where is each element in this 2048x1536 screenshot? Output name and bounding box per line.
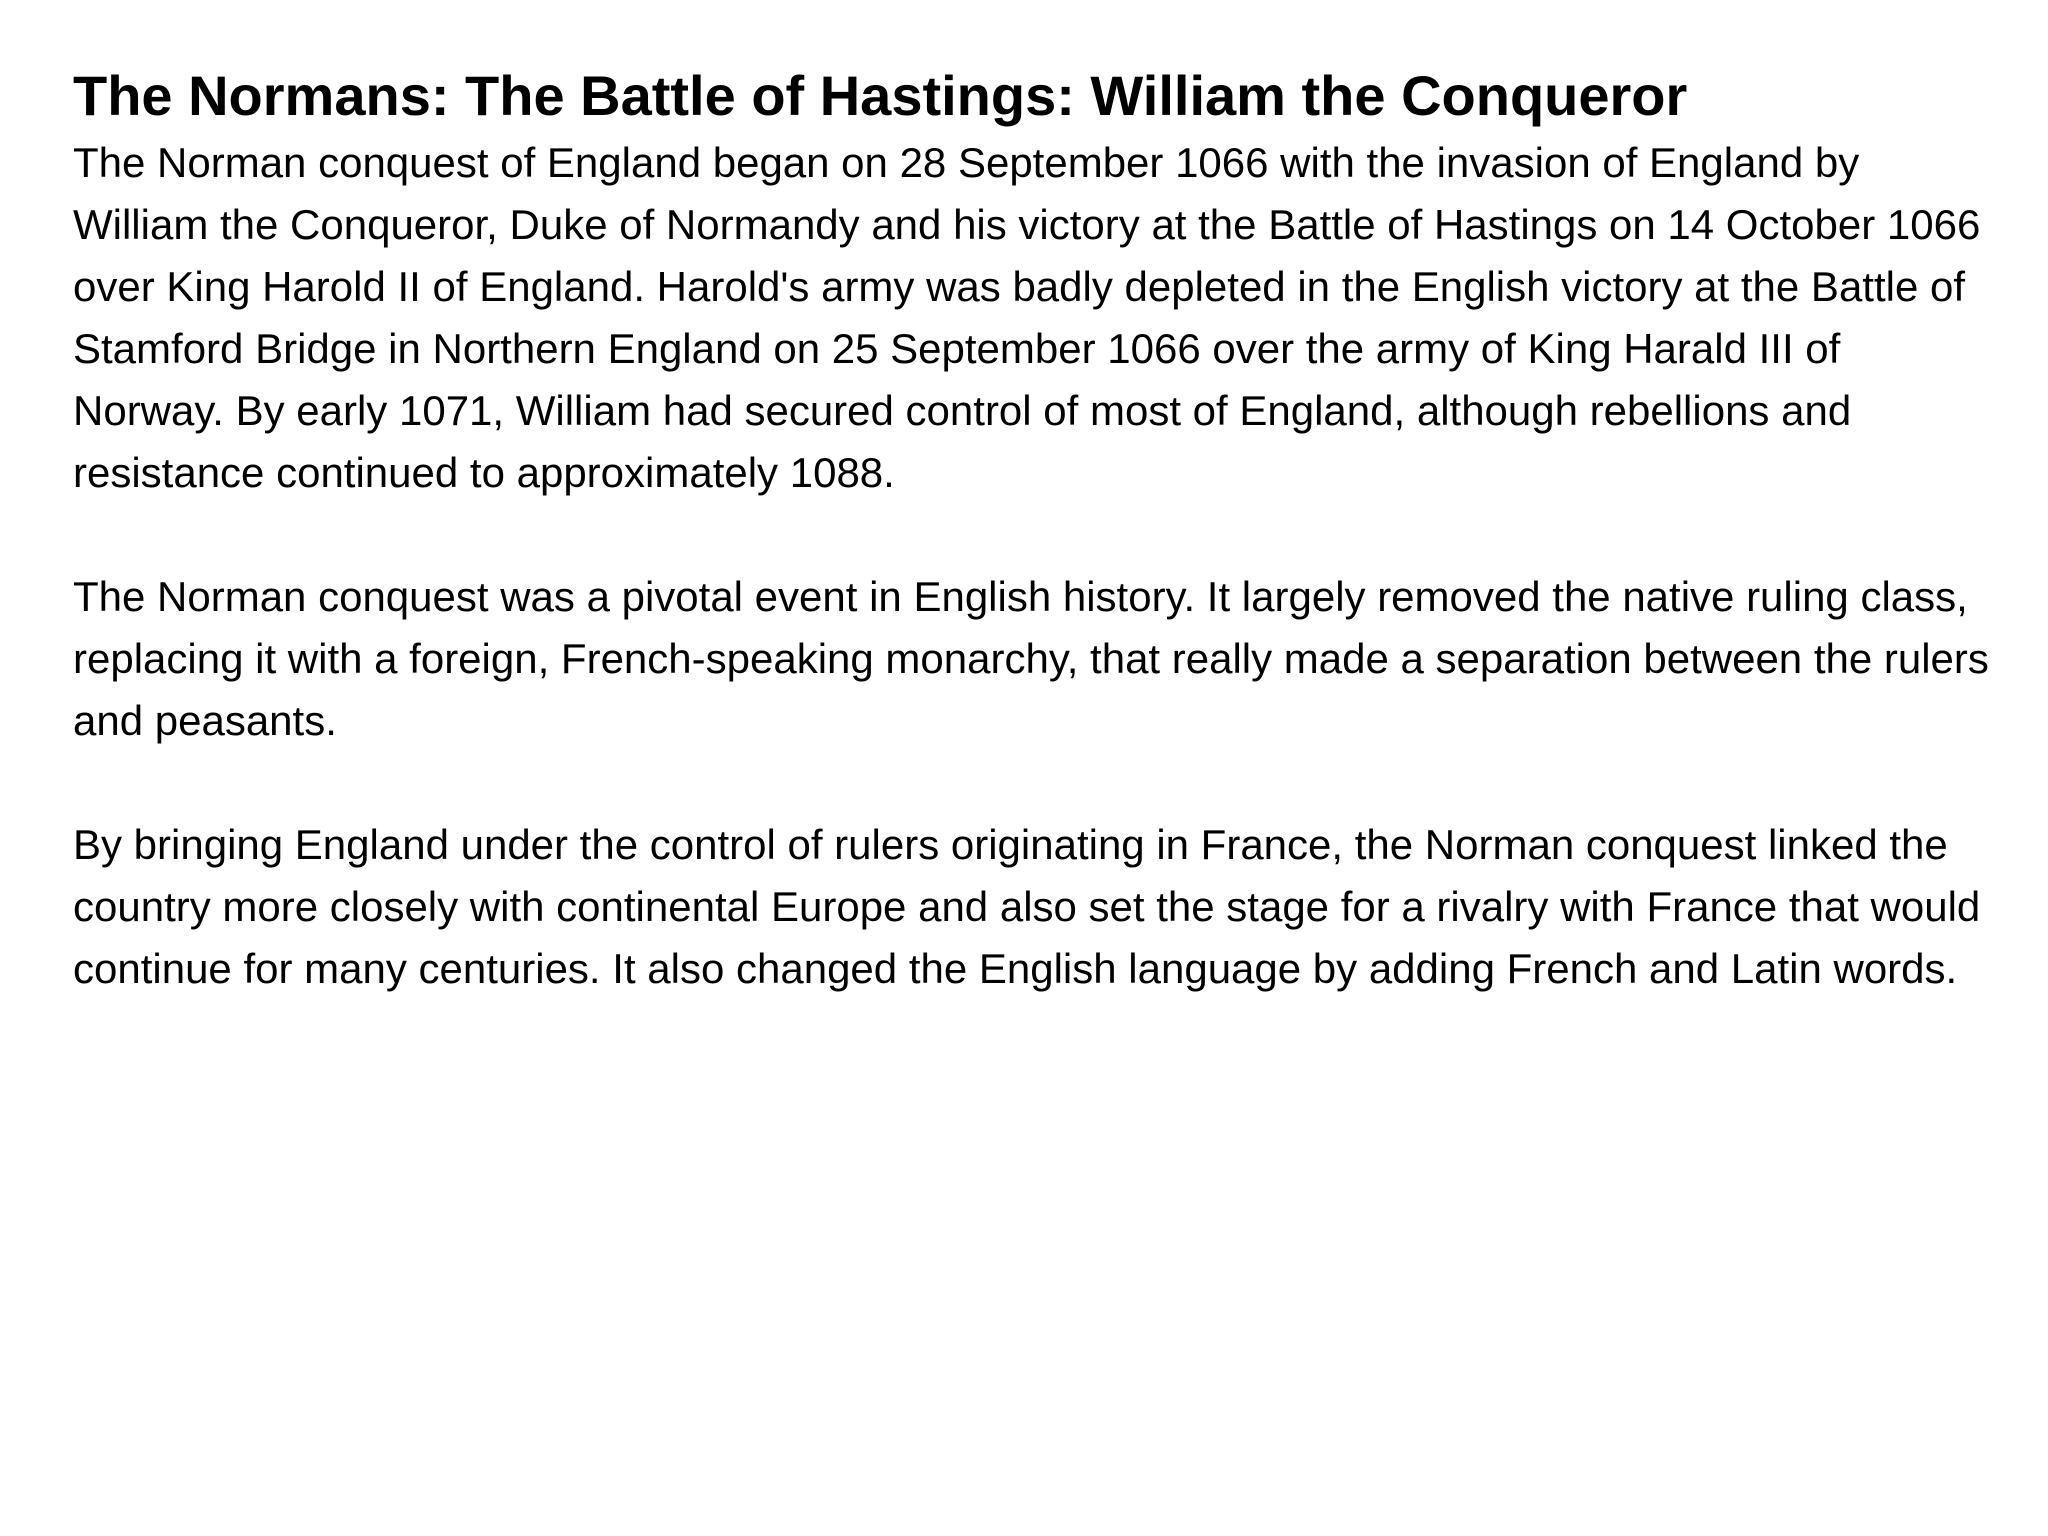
- paragraph-france-rivalry: By bringing England under the control of rulers originating in France, the Norman conquest linked the country more closely with continental Europe and also set the stage for a rivalry with France that would continue for many centuries. It also changed the English language by adding French and Latin words.: [73, 821, 1981, 992]
- paragraph-pivotal-event: The Norman conquest was a pivotal event in English history. It largely removed the native ruling class, replacing it with a foreign, French-speaking monarchy, that really made a separation between the rulers and peasants.: [73, 573, 1989, 744]
- paragraph-spacer: [73, 504, 1993, 566]
- slide-title: The Normans: The Battle of Hastings: William the Conqueror: [73, 64, 1688, 127]
- paragraph-conquest-overview: The Norman conquest of England began on 28 September 1066 with the invasion of England by William the Conqueror, Duke of Normandy and his victory at the Battle of Hastings on 14 October 1066 over King Harold II of England. Harold's army was badly depleted in the English victory at the Battle of Stamford Bridge in Northern England on 25 September 1066 over the army of King Harald III of Norway. By early 1071, William had secured control of most of England, although rebellions and resistance continued to approximately 1088.: [73, 139, 1981, 496]
- paragraph-spacer: [73, 752, 1993, 814]
- slide-content: [73, 60, 1993, 1000]
